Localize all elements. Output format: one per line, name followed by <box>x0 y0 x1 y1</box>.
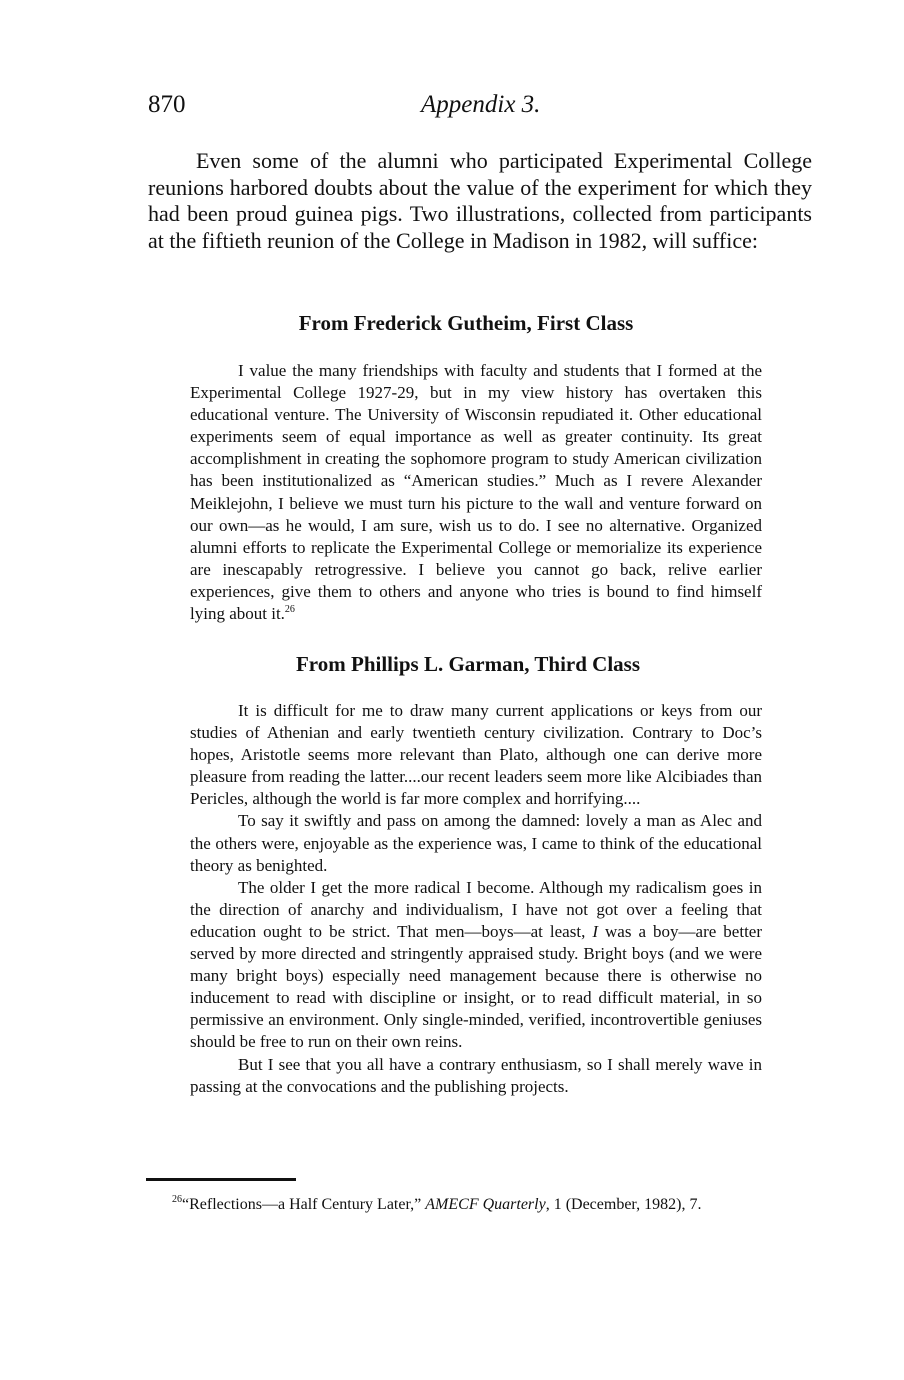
intro-paragraph: Even some of the alumni who participated Experimental College reunions harbored doubts about the value of the experiment for which they had been proud guinea pigs. Two illustrations, collected from participants at the fiftieth reunion of the College in Madison in 1982, will suffice: <box>148 148 812 253</box>
footnote-number: 26 <box>172 1194 182 1205</box>
quote-garman <box>190 700 762 1098</box>
footnote <box>172 1194 792 1216</box>
quote-paragraph: But I see that you all have a contrary enthusiasm, so I shall merely wave in passing at the convocations and the publishing projects. <box>190 1054 762 1096</box>
quote-paragraph <box>190 877 762 1054</box>
quote-paragraph: To say it swiftly and pass on among the damned: lovely a man as Alec and the others were, enjoyable as the experience was, I came to think of the educational theory as benighted. <box>190 811 762 875</box>
quote-gutheim <box>190 360 762 625</box>
emphasis-text: I <box>592 921 599 941</box>
quote-paragraph-text: I value the many friendships with faculty and students that I formed at the Experimental College 1927-29, but in my view history has overtaken this educational venture. The University of Wisconsin repudiated it. Other educational experiments seem of equal importance as well as greater continuity. Its great accomplishment in creating the sophomore program to study American civilization has been institutionalized as “American studies.” Much as I revere Alexander Meiklejohn, I believe we must turn his picture to the wall and venture forward on our own—as he would, I am sure, wish us to do. I see no alternative. Organized alumni efforts to replicate the Experimental College or memorialize its experience are inescapably retrogressive. I believe you cannot go back, relive earlier experiences, give them to others and anyone who tries is bound to find himself lying about it. <box>190 361 762 624</box>
footnote-marker: 26 <box>284 604 295 616</box>
section-heading-gutheim: From Frederick Gutheim, First Class <box>298 311 634 335</box>
footnote-divider <box>146 1178 296 1181</box>
footnote-text: “Reflections—a Half Century Later,” <box>182 1196 422 1213</box>
footnote-journal-title: AMECF Quarterly <box>425 1196 546 1213</box>
footnote-citation: , 1 (December, 1982), 7. <box>545 1196 702 1213</box>
quote-paragraph-text: was a boy—are better served by more directed and stringently appraised study. Bright boys (and we were many bright boys) especially need management because there is otherwise no inducement to read with discipline or insight, or to read difficult material, in so permissive an environment. Only single-minded, verified, incontrovertible geniuses should be free to run on their own reins. <box>190 921 763 1052</box>
section-heading-garman: From Phillips L. Garman, Third Class <box>295 652 641 676</box>
quote-paragraph: It is difficult for me to draw many current applications or keys from our studies of Athenian and early twentieth century civilization. Contrary to Doc’s hopes, Aristotle seems more relevant than Plato, although one can derive more pleasure from reading the latter....our recent leaders seem more like Alcibiades than Pericles, although the world is far more complex and horrifying.... <box>190 701 762 809</box>
running-head: Appendix 3. <box>421 91 541 118</box>
quote-paragraph <box>190 360 762 625</box>
quote-paragraph-text: The older I get the more radical I become. Although my radicalism goes in the direction of anarchy and individualism, I have not got over a feeling that education ought to be strict. That men—boys—at least, <box>190 877 762 941</box>
page-number: 870 <box>148 91 186 118</box>
